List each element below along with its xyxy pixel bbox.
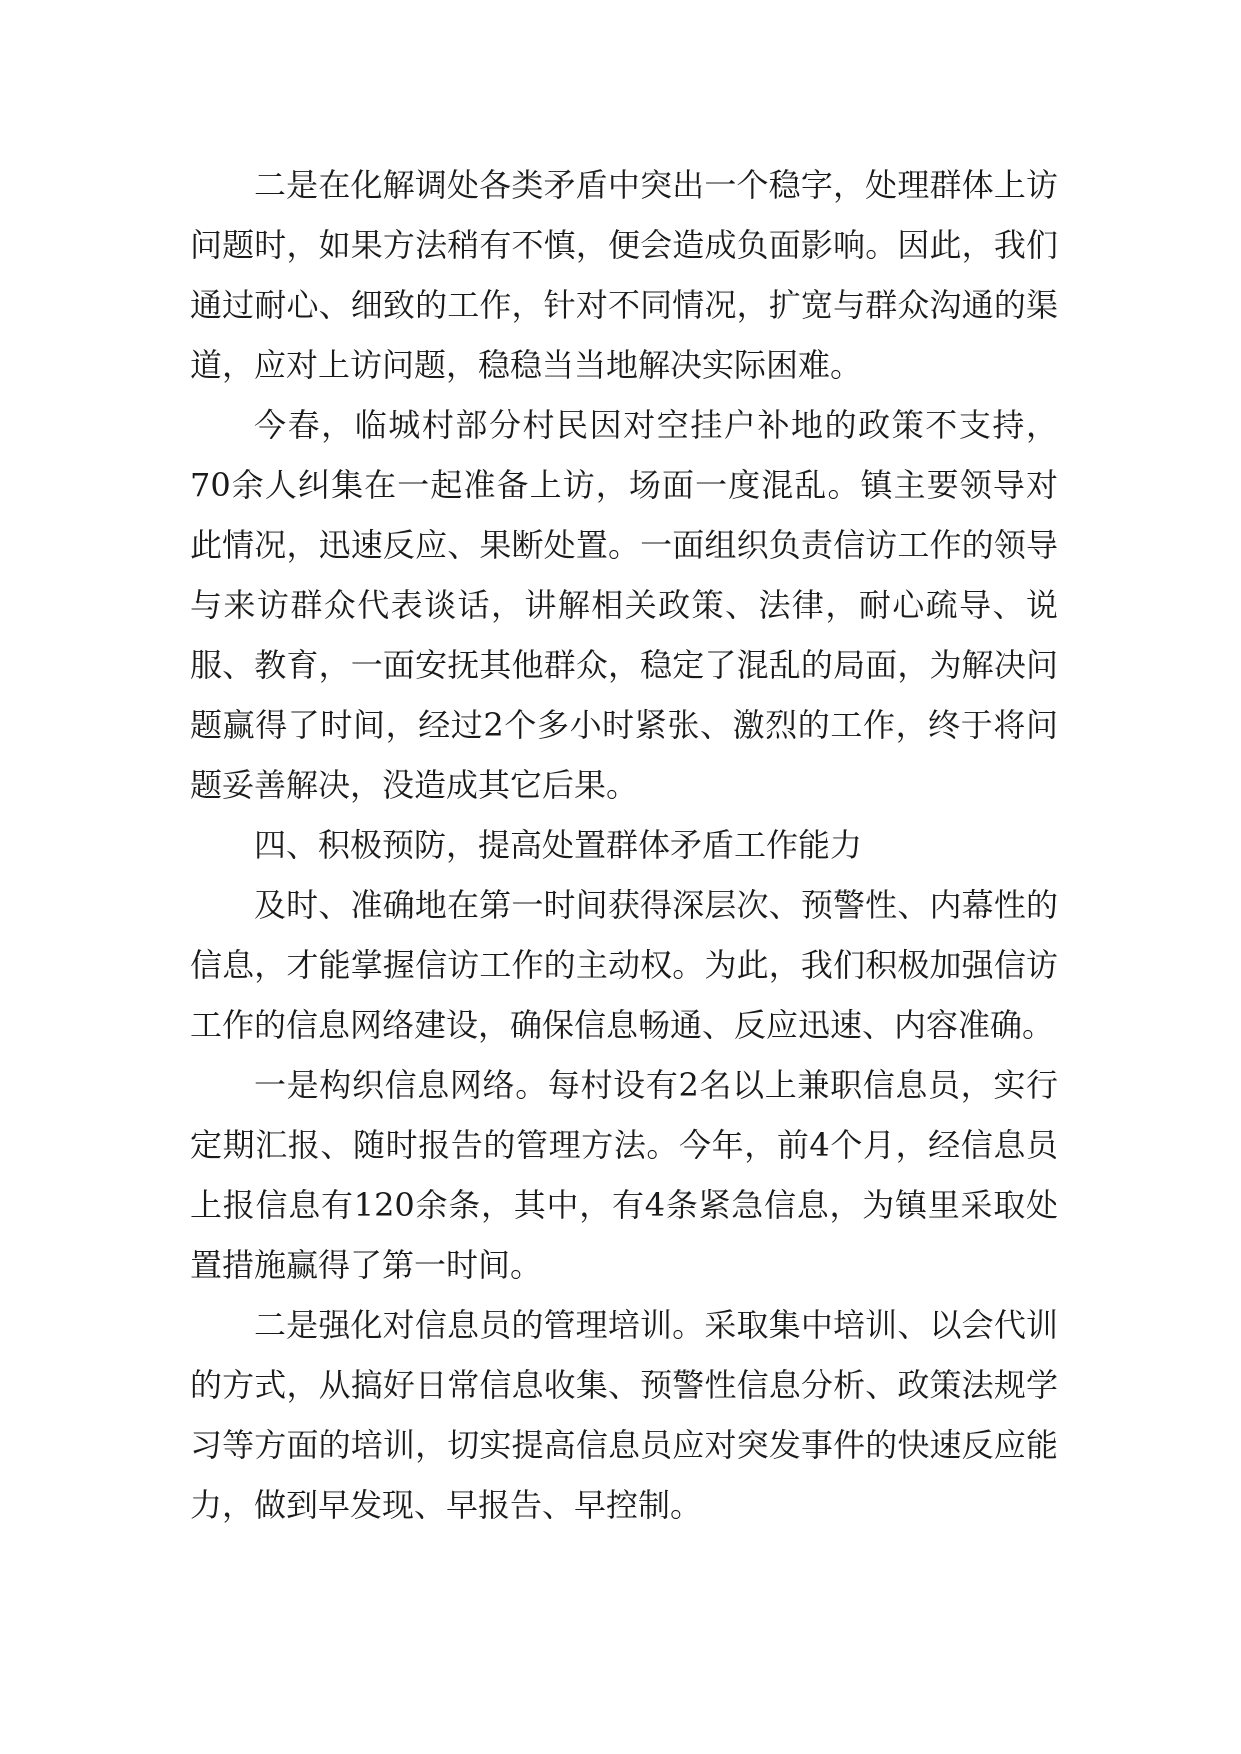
paragraph-3: 及时、准确地在第一时间获得深层次、预警性、内幕性的信息，才能掌握信访工作的主动权。为此，我们积极加强信访工作的信息网络建设，确保信息畅通、反应迅速、内容准确。 (190, 886, 1058, 1044)
document-body (190, 155, 1058, 1535)
paragraph-5: 二是强化对信息员的管理培训。采取集中培训、以会代训的方式，从搞好日常信息收集、预警性信息分析、政策法规学习等方面的培训，切实提高信息员应对突发事件的快速反应能力，做到早发现、早报告、早控制。 (190, 1306, 1058, 1524)
paragraph-4: 一是构织信息网络。每村设有2名以上兼职信息员，实行定期汇报、随时报告的管理方法。今年，前4个月，经信息员上报信息有120余条，其中，有4条紧急信息，为镇里采取处置措施赢得了第一时间。 (190, 1066, 1058, 1284)
section-heading: 四、积极预防，提高处置群体矛盾工作能力 (254, 826, 863, 864)
paragraph-2: 今春，临城村部分村民因对空挂户补地的政策不支持，70余人纠集在一起准备上访，场面一度混乱。镇主要领导对此情况，迅速反应、果断处置。一面组织负责信访工作的领导与来访群众代表谈话，讲解相关政策、法律，耐心疏导、说服、教育，一面安抚其他群众，稳定了混乱的局面，为解决问题赢得了时间，经过2个多小时紧张、激烈的工作，终于将问题妥善解决，没造成其它后果。 (190, 406, 1058, 804)
paragraph-1: 二是在化解调处各类矛盾中突出一个稳字，处理群体上访问题时，如果方法稍有不慎，便会造成负面影响。因此，我们通过耐心、细致的工作，针对不同情况，扩宽与群众沟通的渠道，应对上访问题，稳稳当当地解决实际困难。 (190, 166, 1058, 384)
